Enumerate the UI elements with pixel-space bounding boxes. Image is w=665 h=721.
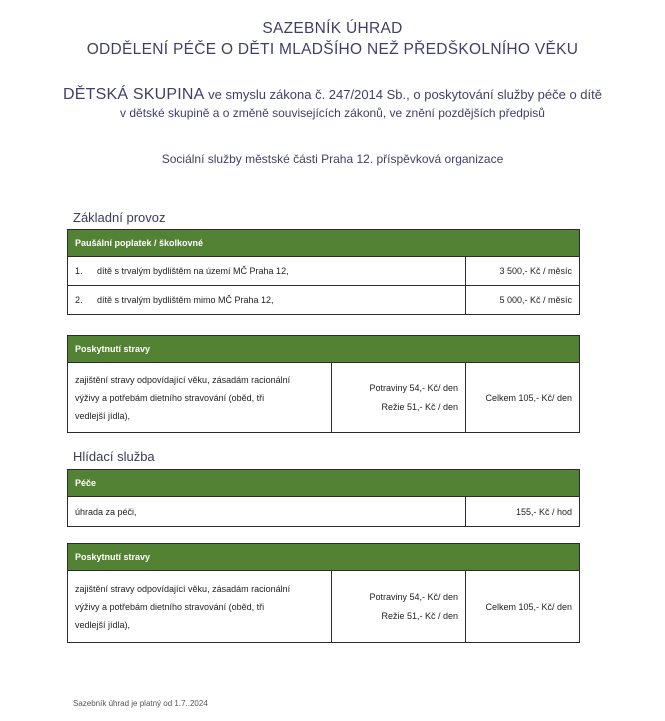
food-cost: Potraviny 54,- Kč/ den xyxy=(369,591,458,602)
meals-description: zajištění stravy odpovídající věku, zásadám racionální výživy a potřebám dietního stravování (oběd, tři vedlejší jídla), xyxy=(68,363,332,433)
meals-table-header: Poskytnutí stravy xyxy=(68,336,580,363)
care-table-header: Péče xyxy=(68,470,580,497)
meals-cost-breakdown xyxy=(332,571,466,643)
table-row xyxy=(68,286,580,315)
fee-row-label: 2. dítě s trvalým bydlištěm mimo MČ Praha 12, xyxy=(68,286,466,315)
row-number: 1. xyxy=(75,266,83,276)
intro-line-1 xyxy=(0,86,665,104)
care-price: 155,- Kč / hod xyxy=(466,497,580,527)
table-row xyxy=(68,497,580,527)
meals-table-hlidaci xyxy=(67,543,580,643)
meals-total: Celkem 105,- Kč/ den xyxy=(466,571,580,643)
organization-name: Sociální služby městské části Praha 12. příspěvková organizace xyxy=(161,152,504,166)
meals-total: Celkem 105,- Kč/ den xyxy=(466,363,580,433)
food-cost: Potraviny 54,- Kč/ den xyxy=(369,382,458,393)
validity-note: Sazebník úhrad je platný od 1.7..2024 xyxy=(73,699,208,708)
table-row xyxy=(68,257,580,286)
fee-table-header: Paušální poplatek / školkovné xyxy=(68,230,580,257)
fee-row-price: 5 000,- Kč / měsíc xyxy=(466,286,580,315)
meals-table xyxy=(67,335,580,433)
meals-description: zajištění stravy odpovídající věku, zásadám racionální výživy a potřebám dietního stravování (oběd, tři vedlejší jídla), xyxy=(68,571,332,643)
document-title: SAZEBNÍK ÚHRAD xyxy=(262,20,403,37)
meals-table-header: Poskytnutí stravy xyxy=(68,544,580,571)
fee-row-price: 3 500,- Kč / měsíc xyxy=(466,257,580,286)
care-label: úhrada za péči, xyxy=(68,497,466,527)
section-heading-hlidaci-sluzba: Hlídací služba xyxy=(73,449,155,464)
overhead-cost: Režie 51,- Kč / den xyxy=(381,610,458,621)
intro-line-2: v dětské skupině a o změně souvisejících zákonů, ve znění pozdějších předpisů xyxy=(120,106,545,120)
care-table xyxy=(67,469,580,527)
fee-table xyxy=(67,229,580,315)
table-row xyxy=(68,571,580,643)
section-heading-zakladni-provoz: Základní provoz xyxy=(73,210,166,225)
table-row xyxy=(68,363,580,433)
intro-strong: DĚTSKÁ SKUPINA xyxy=(63,86,205,103)
overhead-cost: Režie 51,- Kč / den xyxy=(381,401,458,412)
document-subtitle: ODDĚLENÍ PÉČE O DĚTI MLADŠÍHO NEŽ PŘEDŠKOLNÍHO VĚKU xyxy=(86,41,579,58)
fee-row-label: 1. dítě s trvalým bydlištěm na území MČ Praha 12, xyxy=(68,257,466,286)
meals-cost-breakdown xyxy=(332,363,466,433)
row-number: 2. xyxy=(75,295,83,305)
intro-line-1-rest: ve smyslu zákona č. 247/2014 Sb., o poskytování služby péče o dítě xyxy=(204,87,602,102)
